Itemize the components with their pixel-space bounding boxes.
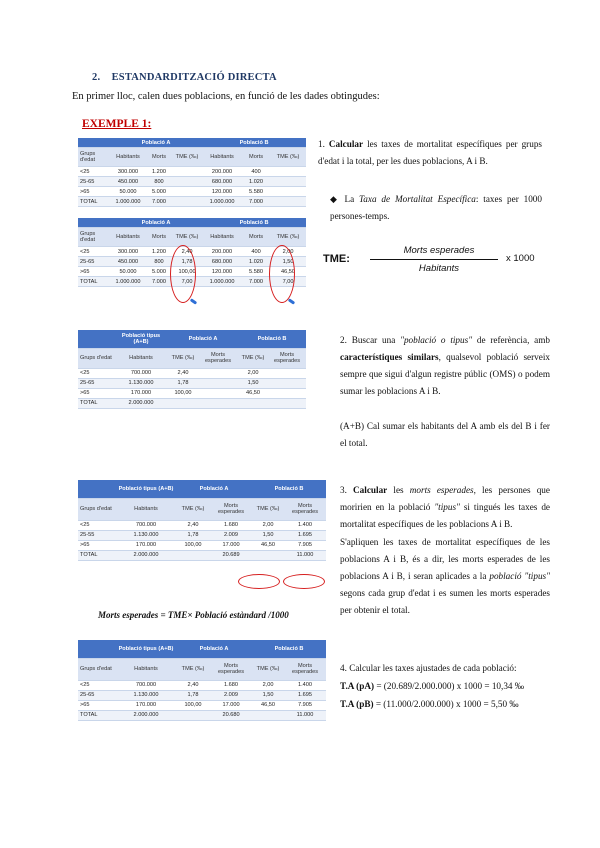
step-italic-2: "tipus" bbox=[434, 502, 460, 512]
table-cell: 1.000.000 bbox=[110, 197, 146, 207]
table-cell: 2.009 bbox=[210, 530, 252, 540]
header-pob-b: Població B bbox=[252, 480, 326, 498]
table-cell: 680.000 bbox=[202, 177, 242, 187]
step-pre: Buscar una bbox=[346, 335, 401, 345]
table-cell: 2,00 bbox=[252, 680, 284, 690]
table-row bbox=[78, 710, 326, 720]
table-cell: 7.000 bbox=[242, 197, 270, 207]
table-cell: 5.000 bbox=[146, 267, 172, 277]
formula-factor: x 1000 bbox=[506, 253, 535, 264]
table-cell bbox=[172, 197, 202, 207]
step-post: si tingués les taxes de mortalitat específiques de les poblacions A i B. bbox=[340, 502, 550, 529]
ta-pb-value: = (11.000/2.000.000) x 1000 = 5,50 ‰ bbox=[373, 699, 519, 709]
table-cell: >65 bbox=[78, 267, 110, 277]
table-cell: 11.000 bbox=[284, 550, 326, 560]
step-bold: característiques similars bbox=[340, 352, 439, 362]
table-cell bbox=[268, 378, 306, 388]
step-2-text bbox=[340, 332, 550, 400]
table-cell: 1.695 bbox=[284, 690, 326, 700]
col-grups: Grups d'edat bbox=[78, 658, 116, 680]
table-cell: 1.200 bbox=[146, 167, 172, 177]
section-heading bbox=[92, 72, 277, 83]
table-cell bbox=[176, 710, 210, 720]
table-cell: 1,50 bbox=[238, 378, 268, 388]
header-pob-b: Població B bbox=[202, 218, 306, 228]
table-example-1 bbox=[78, 138, 306, 207]
table-cell: 120.000 bbox=[202, 267, 242, 277]
col-morts-a: Morts esperades bbox=[210, 658, 252, 680]
table-taxes-ajustades bbox=[78, 640, 326, 721]
table-cell: 7.000 bbox=[146, 197, 172, 207]
table-cell: 25-55 bbox=[78, 530, 116, 540]
table-cell: 11.000 bbox=[284, 710, 326, 720]
table-cell: 1,78 bbox=[172, 257, 202, 267]
p2-pre: S'apliquen les taxes de mortalitat específiques de les poblacions A i B, és a dir, les morts esperades de les poblacions A i B, i seran aplicades a la bbox=[340, 537, 550, 581]
table-cell: 100,00 bbox=[172, 267, 202, 277]
bullet-post: : taxes per 1000 persones-temps. bbox=[330, 194, 542, 221]
col-tme-a: TME (‰) bbox=[176, 658, 210, 680]
table-cell: 2,40 bbox=[168, 368, 198, 378]
highlight-circle-total-b bbox=[283, 574, 325, 589]
table-cell: 1.000.000 bbox=[202, 197, 242, 207]
col-grups: Grups d'edat bbox=[78, 148, 110, 167]
bullet-italic: Taxa de Mortalitat Específica bbox=[359, 194, 476, 204]
table-cell: 450.000 bbox=[110, 177, 146, 187]
table-cell: 2.009 bbox=[210, 690, 252, 700]
table-cell bbox=[198, 398, 238, 408]
table-cell: 50.000 bbox=[110, 267, 146, 277]
table-row bbox=[78, 187, 306, 197]
intro-text: En primer lloc, calen dues poblacions, en funció de les dades obtingudes: bbox=[72, 91, 380, 102]
table-cell: 200.000 bbox=[202, 247, 242, 257]
table-cell: 50.000 bbox=[110, 187, 146, 197]
table-cell bbox=[270, 197, 306, 207]
p2-post: segons cada grup d'edat i es sumen les morts esperades per obtenir el total. bbox=[340, 588, 550, 615]
table-cell: 2.000.000 bbox=[116, 550, 176, 560]
table-cell: 2,40 bbox=[176, 520, 210, 530]
table-cell: 1.400 bbox=[284, 680, 326, 690]
table-cell: 5.580 bbox=[242, 187, 270, 197]
table-cell: TOTAL bbox=[78, 398, 114, 408]
col-tme-a: TME (‰) bbox=[172, 148, 202, 167]
table-cell: 1.130.000 bbox=[114, 378, 168, 388]
table-cell bbox=[268, 388, 306, 398]
p2-italic: població "tipus" bbox=[489, 571, 550, 581]
col-morts-a: Morts bbox=[146, 228, 172, 247]
table-cell: 800 bbox=[146, 177, 172, 187]
header-pob-b: Població B bbox=[202, 138, 306, 148]
table-cell: 46,50 bbox=[238, 388, 268, 398]
col-tme-b: TME (‰) bbox=[270, 148, 306, 167]
step-pre: les bbox=[387, 485, 410, 495]
table-cell: <25 bbox=[78, 520, 116, 530]
table-cell: 800 bbox=[146, 257, 172, 267]
table-cell: 2,00 bbox=[270, 247, 306, 257]
table-cell bbox=[270, 167, 306, 177]
table-cell: 100,00 bbox=[168, 388, 198, 398]
table-cell: 2.000.000 bbox=[116, 710, 176, 720]
table-cell bbox=[198, 368, 238, 378]
table-cell: 25-65 bbox=[78, 257, 110, 267]
table-cell: 46,50 bbox=[252, 700, 284, 710]
step-bold: Calcular bbox=[328, 139, 364, 149]
table-cell bbox=[172, 187, 202, 197]
step-3-text bbox=[340, 482, 550, 533]
pen-mark bbox=[190, 298, 197, 304]
table-cell bbox=[270, 187, 306, 197]
header-pob-a: Població A bbox=[168, 330, 238, 348]
table-cell: >65 bbox=[78, 540, 116, 550]
step-4-title: 4. Calcular les taxes ajustades de cada població: bbox=[340, 663, 517, 673]
col-tme-b: TME (‰) bbox=[238, 348, 268, 368]
table-cell: 1.695 bbox=[284, 530, 326, 540]
table-cell: 46,50 bbox=[252, 540, 284, 550]
step-post: , qualsevol població serveix sempre que sigui d'algun registre públic (OMS) o podem sumar les poblacions A i B. bbox=[340, 352, 550, 396]
header-pob-a: Població A bbox=[110, 138, 202, 148]
table-row bbox=[78, 540, 326, 550]
highlight-circle-tme-b bbox=[269, 245, 295, 303]
col-hab: Habitants bbox=[114, 348, 168, 368]
table-cell: 1,78 bbox=[176, 530, 210, 540]
table-cell: 100,00 bbox=[176, 540, 210, 550]
col-grups: Grups d'edat bbox=[78, 348, 114, 368]
table-cell: 1,78 bbox=[176, 690, 210, 700]
table-cell: 46,50 bbox=[270, 267, 306, 277]
table-cell: 1.680 bbox=[210, 520, 252, 530]
step-2-note: (A+B) Cal sumar els habitants del A amb els del B i fer el total. bbox=[340, 421, 550, 448]
table-cell: >65 bbox=[78, 388, 114, 398]
col-hab-a: Habitants bbox=[110, 148, 146, 167]
table-cell: <25 bbox=[78, 247, 110, 257]
table-cell: 170.000 bbox=[114, 388, 168, 398]
table-row bbox=[78, 177, 306, 187]
table-cell: 5.580 bbox=[242, 267, 270, 277]
table-row bbox=[78, 197, 306, 207]
col-hab: Habitants bbox=[116, 498, 176, 520]
col-tme-a: TME (‰) bbox=[176, 498, 210, 520]
table-cell bbox=[268, 368, 306, 378]
col-hab-b: Habitants bbox=[202, 228, 242, 247]
table-cell: 700.000 bbox=[114, 368, 168, 378]
table-cell: 700.000 bbox=[116, 520, 176, 530]
col-grups: Grups d'edat bbox=[78, 228, 110, 247]
table-cell: 2,40 bbox=[172, 247, 202, 257]
table-cell: 1,50 bbox=[252, 690, 284, 700]
header-pob-a: Població A bbox=[176, 480, 252, 498]
table-cell: 25-65 bbox=[78, 378, 114, 388]
table-cell: 300.000 bbox=[110, 167, 146, 177]
table-cell bbox=[172, 177, 202, 187]
table-cell: 1,78 bbox=[168, 378, 198, 388]
table-cell: 1,50 bbox=[252, 530, 284, 540]
table-cell: TOTAL bbox=[78, 550, 116, 560]
step-mid: de referència, amb bbox=[472, 335, 550, 345]
step-italic: morts esperades bbox=[409, 485, 474, 495]
ta-pb-label: T.A (pB) bbox=[340, 699, 374, 709]
step-1-text bbox=[318, 136, 542, 170]
formula-numerator: Morts esperades bbox=[403, 245, 475, 256]
table-cell: 7.905 bbox=[284, 540, 326, 550]
table-cell: 170.000 bbox=[116, 540, 176, 550]
col-tme-b: TME (‰) bbox=[252, 658, 284, 680]
table-row bbox=[78, 680, 326, 690]
header-pob-b: Població B bbox=[238, 330, 306, 348]
formula-denominator: Habitants bbox=[418, 263, 460, 274]
step-italic: "població o tipus" bbox=[400, 335, 473, 345]
col-morts-b: Morts esperades bbox=[284, 658, 326, 680]
col-hab: Habitants bbox=[116, 658, 176, 680]
step-number: 3. bbox=[340, 485, 347, 495]
step-3-paragraph-2 bbox=[340, 534, 550, 619]
table-cell: 2.000.000 bbox=[114, 398, 168, 408]
table-cell: 17.000 bbox=[210, 700, 252, 710]
header-tipus: Població tipus (A+B) bbox=[116, 480, 176, 498]
table-cell: 200.000 bbox=[202, 167, 242, 177]
ta-pa-value: = (20.689/2.000.000) x 1000 = 10,34 ‰ bbox=[374, 681, 524, 691]
table-cell: 1.000.000 bbox=[110, 277, 146, 287]
table-cell: 300.000 bbox=[110, 247, 146, 257]
table-cell: 2,00 bbox=[238, 368, 268, 378]
table-cell bbox=[172, 167, 202, 177]
table-row bbox=[78, 690, 326, 700]
pen-mark bbox=[288, 298, 295, 304]
table-cell: 2,40 bbox=[176, 680, 210, 690]
table-cell: 1,50 bbox=[270, 257, 306, 267]
header-pob-a: Població A bbox=[110, 218, 202, 228]
col-tme-a: TME (‰) bbox=[172, 228, 202, 247]
table-cell: 450.000 bbox=[110, 257, 146, 267]
step-number: 1. bbox=[318, 139, 325, 149]
table-cell: 100,00 bbox=[176, 700, 210, 710]
table-row bbox=[78, 368, 306, 378]
col-grups: Grups d'edat bbox=[78, 498, 116, 520]
table-cell: 1.020 bbox=[242, 257, 270, 267]
table-cell: 7,00 bbox=[172, 277, 202, 287]
table-cell bbox=[268, 398, 306, 408]
table-row bbox=[78, 167, 306, 177]
table-cell bbox=[252, 710, 284, 720]
table-cell: 20.680 bbox=[210, 710, 252, 720]
table-row bbox=[78, 520, 326, 530]
table-cell: 7.000 bbox=[146, 277, 172, 287]
step-1-bullet: ◆ La Taxa de Mortalitat Específica: taxes per 1000 persones-temps. bbox=[330, 194, 542, 221]
table-cell: 7.000 bbox=[242, 277, 270, 287]
table-cell: 1.400 bbox=[284, 520, 326, 530]
col-hab-a: Habitants bbox=[110, 228, 146, 247]
table-cell: <25 bbox=[78, 167, 110, 177]
table-cell bbox=[198, 378, 238, 388]
table-cell: 1.680 bbox=[210, 680, 252, 690]
table-cell bbox=[252, 550, 284, 560]
table-cell: 5.000 bbox=[146, 187, 172, 197]
table-cell bbox=[198, 388, 238, 398]
col-morts-b: Morts esperades bbox=[268, 348, 306, 368]
step-bold: Calcular bbox=[353, 485, 388, 495]
col-tme-b: TME (‰) bbox=[252, 498, 284, 520]
table-morts-esperades bbox=[78, 480, 326, 561]
col-morts-b: Morts bbox=[242, 228, 270, 247]
table-cell: 25-65 bbox=[78, 177, 110, 187]
example-label: EXEMPLE 1: bbox=[82, 118, 152, 130]
fraction-line bbox=[370, 259, 498, 260]
table-cell: 25-65 bbox=[78, 690, 116, 700]
step-4-line-2 bbox=[340, 696, 560, 713]
table-cell: 170.000 bbox=[116, 700, 176, 710]
highlight-circle-total-a bbox=[238, 574, 280, 589]
header-tipus: Població tipus (A+B) bbox=[116, 640, 176, 658]
step-body: les taxes de mortalitat específiques per grups d'edat i la total, per les dues poblacions, A i B. bbox=[318, 139, 542, 166]
col-morts-a: Morts bbox=[146, 148, 172, 167]
table-row bbox=[78, 378, 306, 388]
table-cell: 1.020 bbox=[242, 177, 270, 187]
table-tipus bbox=[78, 330, 306, 409]
header-pob-a: Població A bbox=[176, 640, 252, 658]
table-cell bbox=[176, 550, 210, 560]
table-cell: <25 bbox=[78, 680, 116, 690]
header-pob-b: Població B bbox=[252, 640, 326, 658]
table-cell bbox=[270, 177, 306, 187]
table-cell: 7.905 bbox=[284, 700, 326, 710]
ta-pa-label: T.A (pA) bbox=[340, 681, 375, 691]
table-cell: >65 bbox=[78, 700, 116, 710]
table-cell: TOTAL bbox=[78, 197, 110, 207]
col-morts-b: Morts bbox=[242, 148, 270, 167]
col-hab-b: Habitants bbox=[202, 148, 242, 167]
step-mid: , les persones que moririen en la població bbox=[340, 485, 550, 512]
table-cell: TOTAL bbox=[78, 710, 116, 720]
step-4-line-1 bbox=[340, 678, 560, 695]
table-cell: 1.200 bbox=[146, 247, 172, 257]
table-cell bbox=[168, 398, 198, 408]
table-row bbox=[78, 550, 326, 560]
table-cell: 700.000 bbox=[116, 680, 176, 690]
table-cell bbox=[238, 398, 268, 408]
table-cell: 1.000.000 bbox=[202, 277, 242, 287]
table-row bbox=[78, 388, 306, 398]
table-cell: 2,00 bbox=[252, 520, 284, 530]
table-cell: 17.000 bbox=[210, 540, 252, 550]
step-number: 2. bbox=[340, 335, 347, 345]
table-cell: 1.130.000 bbox=[116, 690, 176, 700]
caption-formula: Morts esperades = TME× Població estàndard /1000 bbox=[98, 610, 289, 620]
table-cell: 20.689 bbox=[210, 550, 252, 560]
col-tme-a: TME (‰) bbox=[168, 348, 198, 368]
header-tipus: Població tipus (A+B) bbox=[114, 330, 168, 348]
table-row bbox=[78, 398, 306, 408]
section-number: 2. bbox=[92, 72, 101, 83]
col-morts-b: Morts esperades bbox=[284, 498, 326, 520]
table-cell: TOTAL bbox=[78, 277, 110, 287]
table-cell: >65 bbox=[78, 187, 110, 197]
table-cell: 120.000 bbox=[202, 187, 242, 197]
table-cell: 400 bbox=[242, 247, 270, 257]
table-cell: 680.000 bbox=[202, 257, 242, 267]
table-row bbox=[78, 700, 326, 710]
table-cell: 400 bbox=[242, 167, 270, 177]
col-tme-b: TME (‰) bbox=[270, 228, 306, 247]
table-row bbox=[78, 530, 326, 540]
section-title: ESTANDARDITZACIÓ DIRECTA bbox=[111, 72, 277, 83]
col-morts-a: Morts esperades bbox=[210, 498, 252, 520]
col-morts-a: Morts esperades bbox=[198, 348, 238, 368]
highlight-circle-tme-a bbox=[170, 245, 196, 303]
table-cell: 1.130.000 bbox=[116, 530, 176, 540]
table-cell: 7,00 bbox=[270, 277, 306, 287]
table-cell: <25 bbox=[78, 368, 114, 378]
formula-label: TME: bbox=[323, 253, 350, 265]
bullet-pre: La bbox=[344, 194, 360, 204]
